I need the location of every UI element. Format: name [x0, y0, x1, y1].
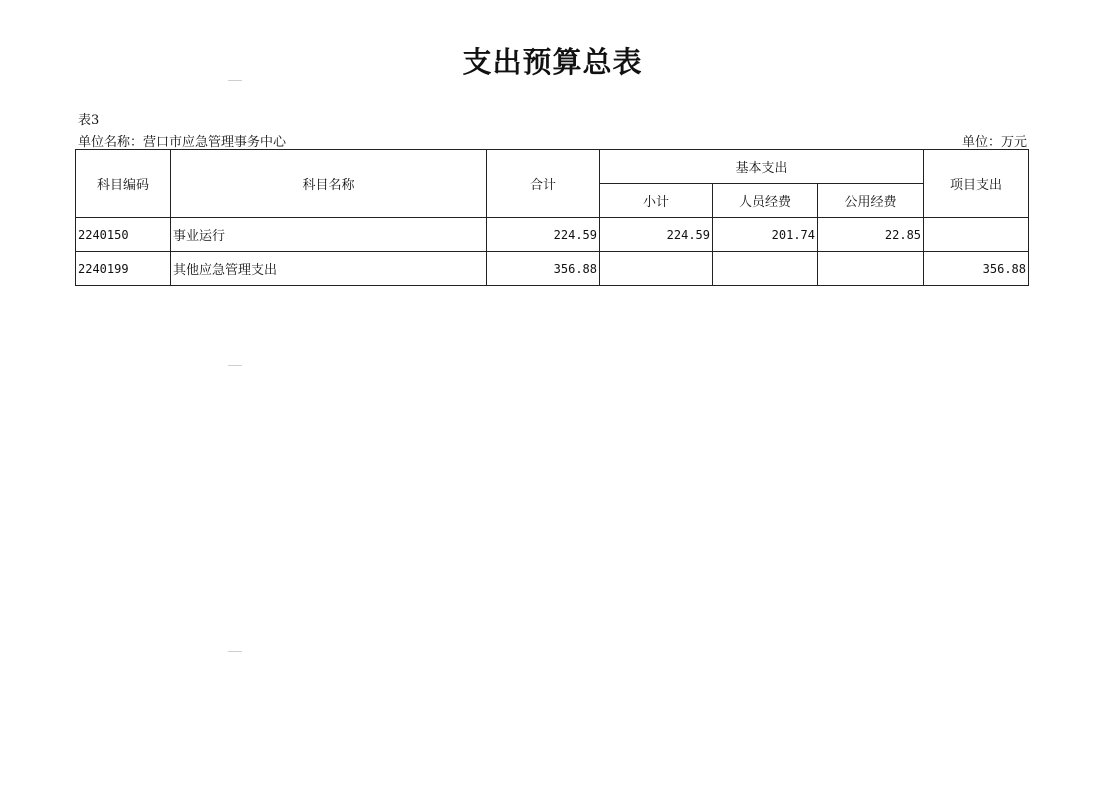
header-code: 科目编码 — [76, 150, 171, 218]
cell-total: 356.88 — [487, 252, 600, 286]
cell-public: 22.85 — [818, 218, 924, 252]
cell-personnel: 201.74 — [713, 218, 818, 252]
cell-project: 356.88 — [924, 252, 1029, 286]
header-public: 公用经费 — [818, 184, 924, 218]
unit-name: 单位名称：营口市应急管理事务中心 — [78, 135, 287, 150]
table-number: 表3 — [78, 113, 100, 128]
cell-code: 2240150 — [76, 218, 171, 252]
cell-code: 2240199 — [76, 252, 171, 286]
scan-speck — [228, 80, 242, 81]
page-title: 支出预算总表 — [462, 45, 643, 79]
cell-name: 其他应急管理支出 — [171, 252, 487, 286]
header-row-top — [76, 150, 1029, 184]
header-name: 科目名称 — [171, 150, 487, 218]
cell-public — [818, 252, 924, 286]
header-personnel: 人员经费 — [713, 184, 818, 218]
budget-table — [75, 149, 1029, 286]
cell-project — [924, 218, 1029, 252]
header-total: 合计 — [487, 150, 600, 218]
unit-measure: 单位：万元 — [961, 135, 1027, 150]
cell-personnel — [713, 252, 818, 286]
header-project: 项目支出 — [924, 150, 1029, 218]
cell-total: 224.59 — [487, 218, 600, 252]
cell-subtotal — [600, 252, 713, 286]
table-row — [76, 218, 1029, 252]
cell-subtotal: 224.59 — [600, 218, 713, 252]
header-basic-group: 基本支出 — [600, 150, 924, 184]
scan-speck — [228, 651, 242, 652]
scan-speck — [228, 365, 242, 366]
table-row — [76, 252, 1029, 286]
cell-name: 事业运行 — [171, 218, 487, 252]
header-subtotal: 小计 — [600, 184, 713, 218]
